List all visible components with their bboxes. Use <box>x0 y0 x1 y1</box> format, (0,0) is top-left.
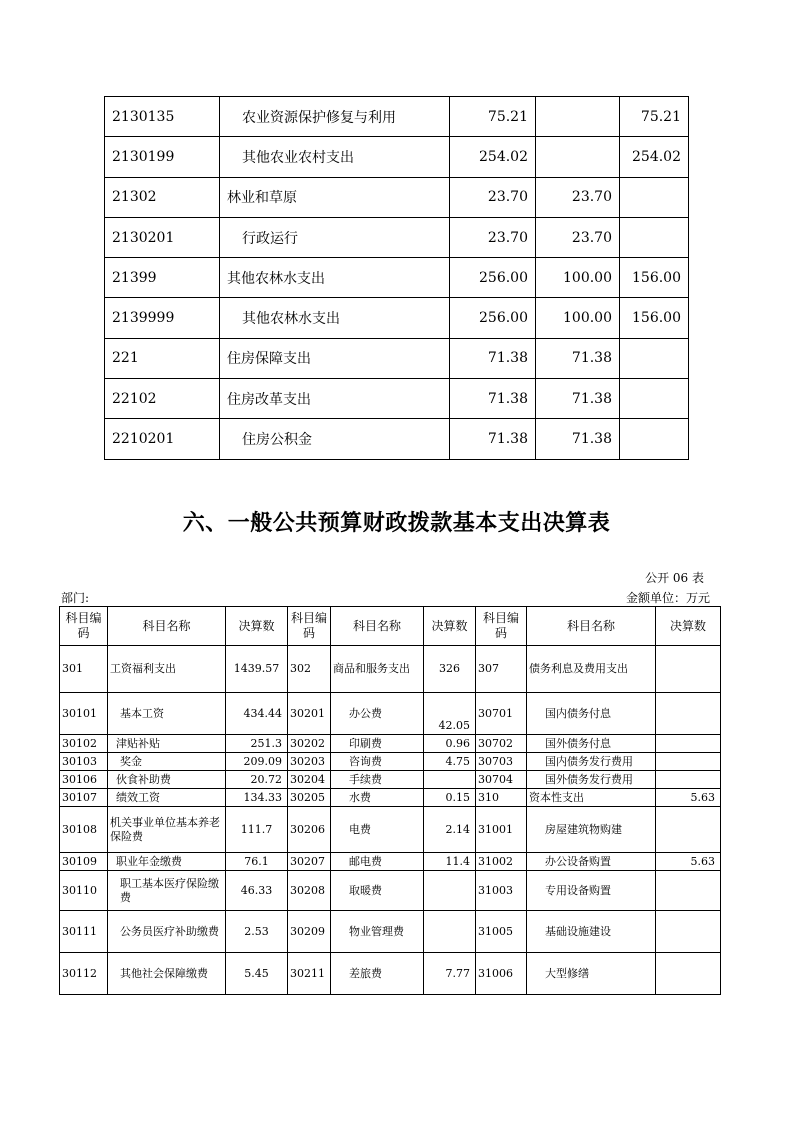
subject-code: 2210201 <box>105 419 220 459</box>
amount: 5.45 <box>226 953 288 995</box>
amount: 1439.57 <box>226 646 288 693</box>
project-amount: 156.00 <box>620 298 689 338</box>
basic-amount <box>536 97 620 137</box>
subject-name: 机关事业单位基本养老保险费 <box>108 807 226 853</box>
subject-name: 债务利息及费用支出 <box>527 646 656 693</box>
table-row <box>60 693 721 735</box>
amount: 134.33 <box>226 789 288 807</box>
table-row <box>60 953 721 995</box>
project-amount <box>620 217 689 257</box>
table-row <box>60 771 721 789</box>
subject-code: 31006 <box>476 953 527 995</box>
subject-name: 行政运行 <box>220 217 450 257</box>
subject-code: 30207 <box>288 853 331 871</box>
basic-amount: 100.00 <box>536 258 620 298</box>
subject-name: 公务员医疗补助缴费 <box>108 911 226 953</box>
amount: 251.3 <box>226 735 288 753</box>
subject-name: 商品和服务支出 <box>331 646 424 693</box>
subject-code: 221 <box>105 338 220 378</box>
amount: 434.44 <box>226 693 288 735</box>
subject-name: 水费 <box>331 789 424 807</box>
basic-amount: 23.70 <box>536 217 620 257</box>
subject-code: 30111 <box>60 911 108 953</box>
header-amount: 决算数 <box>656 607 721 646</box>
subject-code: 30112 <box>60 953 108 995</box>
table-row <box>105 379 689 419</box>
amount <box>656 911 721 953</box>
subject-name: 职工基本医疗保险缴费 <box>108 871 226 911</box>
amount <box>656 753 721 771</box>
subject-code: 30703 <box>476 753 527 771</box>
amount: 2.14 <box>424 807 476 853</box>
subject-code: 30205 <box>288 789 331 807</box>
table-row <box>60 871 721 911</box>
table-row <box>60 807 721 853</box>
total-amount: 23.70 <box>450 217 536 257</box>
amount: 111.7 <box>226 807 288 853</box>
table-row <box>60 646 721 693</box>
subject-code: 30202 <box>288 735 331 753</box>
subject-name: 奖金 <box>108 753 226 771</box>
table-row <box>60 911 721 953</box>
total-amount: 23.70 <box>450 177 536 217</box>
subject-name: 绩效工资 <box>108 789 226 807</box>
subject-code: 2139999 <box>105 298 220 338</box>
subject-code: 30108 <box>60 807 108 853</box>
subject-code: 30103 <box>60 753 108 771</box>
table-row <box>60 753 721 771</box>
header-amount: 决算数 <box>226 607 288 646</box>
table-row <box>60 735 721 753</box>
table-row <box>60 853 721 871</box>
total-amount: 75.21 <box>450 97 536 137</box>
project-amount <box>620 177 689 217</box>
amount: 4.75 <box>424 753 476 771</box>
subject-name: 津贴补贴 <box>108 735 226 753</box>
subject-name: 其他农业农村支出 <box>220 137 450 177</box>
basic-amount: 71.38 <box>536 338 620 378</box>
subject-code: 30106 <box>60 771 108 789</box>
subject-name: 职业年金缴费 <box>108 853 226 871</box>
subject-name: 国内债务发行费用 <box>527 753 656 771</box>
subject-name: 住房保障支出 <box>220 338 450 378</box>
subject-name: 林业和草原 <box>220 177 450 217</box>
amount: 7.77 <box>424 953 476 995</box>
subject-name: 物业管理费 <box>331 911 424 953</box>
subject-name: 其他社会保障缴费 <box>108 953 226 995</box>
basic-amount: 71.38 <box>536 419 620 459</box>
department-label: 部门: <box>61 591 90 605</box>
table-row <box>105 177 689 217</box>
unit-label: 金额单位：万元 <box>625 591 710 605</box>
project-amount: 75.21 <box>620 97 689 137</box>
amount <box>656 735 721 753</box>
table-row <box>105 258 689 298</box>
subject-code: 31001 <box>476 807 527 853</box>
subject-name: 取暖费 <box>331 871 424 911</box>
subject-name: 国外债务发行费用 <box>527 771 656 789</box>
subject-code: 30206 <box>288 807 331 853</box>
amount: 2.53 <box>226 911 288 953</box>
header-subject-code: 科目编码 <box>476 607 527 646</box>
amount: 76.1 <box>226 853 288 871</box>
subject-code: 310 <box>476 789 527 807</box>
amount <box>656 953 721 995</box>
header-subject-name: 科目名称 <box>527 607 656 646</box>
subject-name: 专用设备购置 <box>527 871 656 911</box>
subject-code: 30107 <box>60 789 108 807</box>
total-amount: 71.38 <box>450 379 536 419</box>
amount: 5.63 <box>656 789 721 807</box>
subject-code: 30701 <box>476 693 527 735</box>
subject-name: 资本性支出 <box>527 789 656 807</box>
project-amount: 156.00 <box>620 258 689 298</box>
subject-name: 国内债务付息 <box>527 693 656 735</box>
subject-code: 302 <box>288 646 331 693</box>
amount <box>656 646 721 693</box>
amount: 11.4 <box>424 853 476 871</box>
subject-name: 咨询费 <box>331 753 424 771</box>
subject-code: 30201 <box>288 693 331 735</box>
subject-code: 30110 <box>60 871 108 911</box>
amount: 20.72 <box>226 771 288 789</box>
project-amount: 254.02 <box>620 137 689 177</box>
section-title: 六、一般公共预算财政拨款基本支出决算表 <box>182 510 611 536</box>
subject-name: 房屋建筑物购建 <box>527 807 656 853</box>
subject-name: 伙食补助费 <box>108 771 226 789</box>
subject-name: 大型修缮 <box>527 953 656 995</box>
amount <box>656 871 721 911</box>
total-amount: 256.00 <box>450 258 536 298</box>
amount <box>656 807 721 853</box>
subject-name: 国外债务付息 <box>527 735 656 753</box>
subject-code: 30208 <box>288 871 331 911</box>
subject-code: 30704 <box>476 771 527 789</box>
amount: 0.15 <box>424 789 476 807</box>
header-amount: 决算数 <box>424 607 476 646</box>
amount <box>656 771 721 789</box>
subject-code: 31005 <box>476 911 527 953</box>
amount <box>656 693 721 735</box>
total-amount: 71.38 <box>450 338 536 378</box>
header-subject-code: 科目编码 <box>60 607 108 646</box>
total-amount: 71.38 <box>450 419 536 459</box>
subject-code: 30209 <box>288 911 331 953</box>
subject-code: 2130199 <box>105 137 220 177</box>
project-amount <box>620 419 689 459</box>
subject-name: 手续费 <box>331 771 424 789</box>
table-row <box>105 217 689 257</box>
subject-code: 22102 <box>105 379 220 419</box>
subject-code: 30204 <box>288 771 331 789</box>
amount: 0.96 <box>424 735 476 753</box>
basic-amount: 23.70 <box>536 177 620 217</box>
total-amount: 256.00 <box>450 298 536 338</box>
subject-code: 30101 <box>60 693 108 735</box>
header-subject-name: 科目名称 <box>331 607 424 646</box>
amount: 5.63 <box>656 853 721 871</box>
subject-name: 办公费 <box>331 693 424 735</box>
subject-code: 307 <box>476 646 527 693</box>
subject-name: 电费 <box>331 807 424 853</box>
table-row <box>105 419 689 459</box>
basic-amount <box>536 137 620 177</box>
subject-code: 30702 <box>476 735 527 753</box>
header-subject-code: 科目编码 <box>288 607 331 646</box>
subject-name: 基本工资 <box>108 693 226 735</box>
amount <box>424 871 476 911</box>
project-amount <box>620 379 689 419</box>
basic-amount: 100.00 <box>536 298 620 338</box>
basic-expenditure-table <box>59 606 721 995</box>
table-code-label: 公开 06 表 <box>645 571 704 585</box>
subject-code: 30109 <box>60 853 108 871</box>
table-row <box>105 97 689 137</box>
table-row <box>105 338 689 378</box>
subject-code: 301 <box>60 646 108 693</box>
subject-code: 2130201 <box>105 217 220 257</box>
amount: 46.33 <box>226 871 288 911</box>
table-row <box>105 137 689 177</box>
basic-amount: 71.38 <box>536 379 620 419</box>
subject-name: 基础设施建设 <box>527 911 656 953</box>
subject-name: 工资福利支出 <box>108 646 226 693</box>
subject-code: 31003 <box>476 871 527 911</box>
amount <box>424 911 476 953</box>
subject-name: 邮电费 <box>331 853 424 871</box>
amount: 209.09 <box>226 753 288 771</box>
subject-code: 30203 <box>288 753 331 771</box>
subject-code: 30211 <box>288 953 331 995</box>
subject-name: 其他农林水支出 <box>220 258 450 298</box>
subject-name: 印刷费 <box>331 735 424 753</box>
subject-name: 其他农林水支出 <box>220 298 450 338</box>
subject-code: 21302 <box>105 177 220 217</box>
amount: 326 <box>424 646 476 693</box>
table-row <box>60 789 721 807</box>
amount: 42.05 <box>424 693 476 735</box>
total-amount: 254.02 <box>450 137 536 177</box>
subject-code: 31002 <box>476 853 527 871</box>
subject-code: 30102 <box>60 735 108 753</box>
subject-code: 2130135 <box>105 97 220 137</box>
subject-name: 办公设备购置 <box>527 853 656 871</box>
expenditure-table-continued <box>104 96 689 460</box>
project-amount <box>620 338 689 378</box>
subject-name: 住房公积金 <box>220 419 450 459</box>
header-subject-name: 科目名称 <box>108 607 226 646</box>
table-header-row <box>60 607 721 646</box>
subject-name: 住房改革支出 <box>220 379 450 419</box>
table-row <box>105 298 689 338</box>
amount <box>424 771 476 789</box>
subject-name: 差旅费 <box>331 953 424 995</box>
subject-code: 21399 <box>105 258 220 298</box>
subject-name: 农业资源保护修复与利用 <box>220 97 450 137</box>
